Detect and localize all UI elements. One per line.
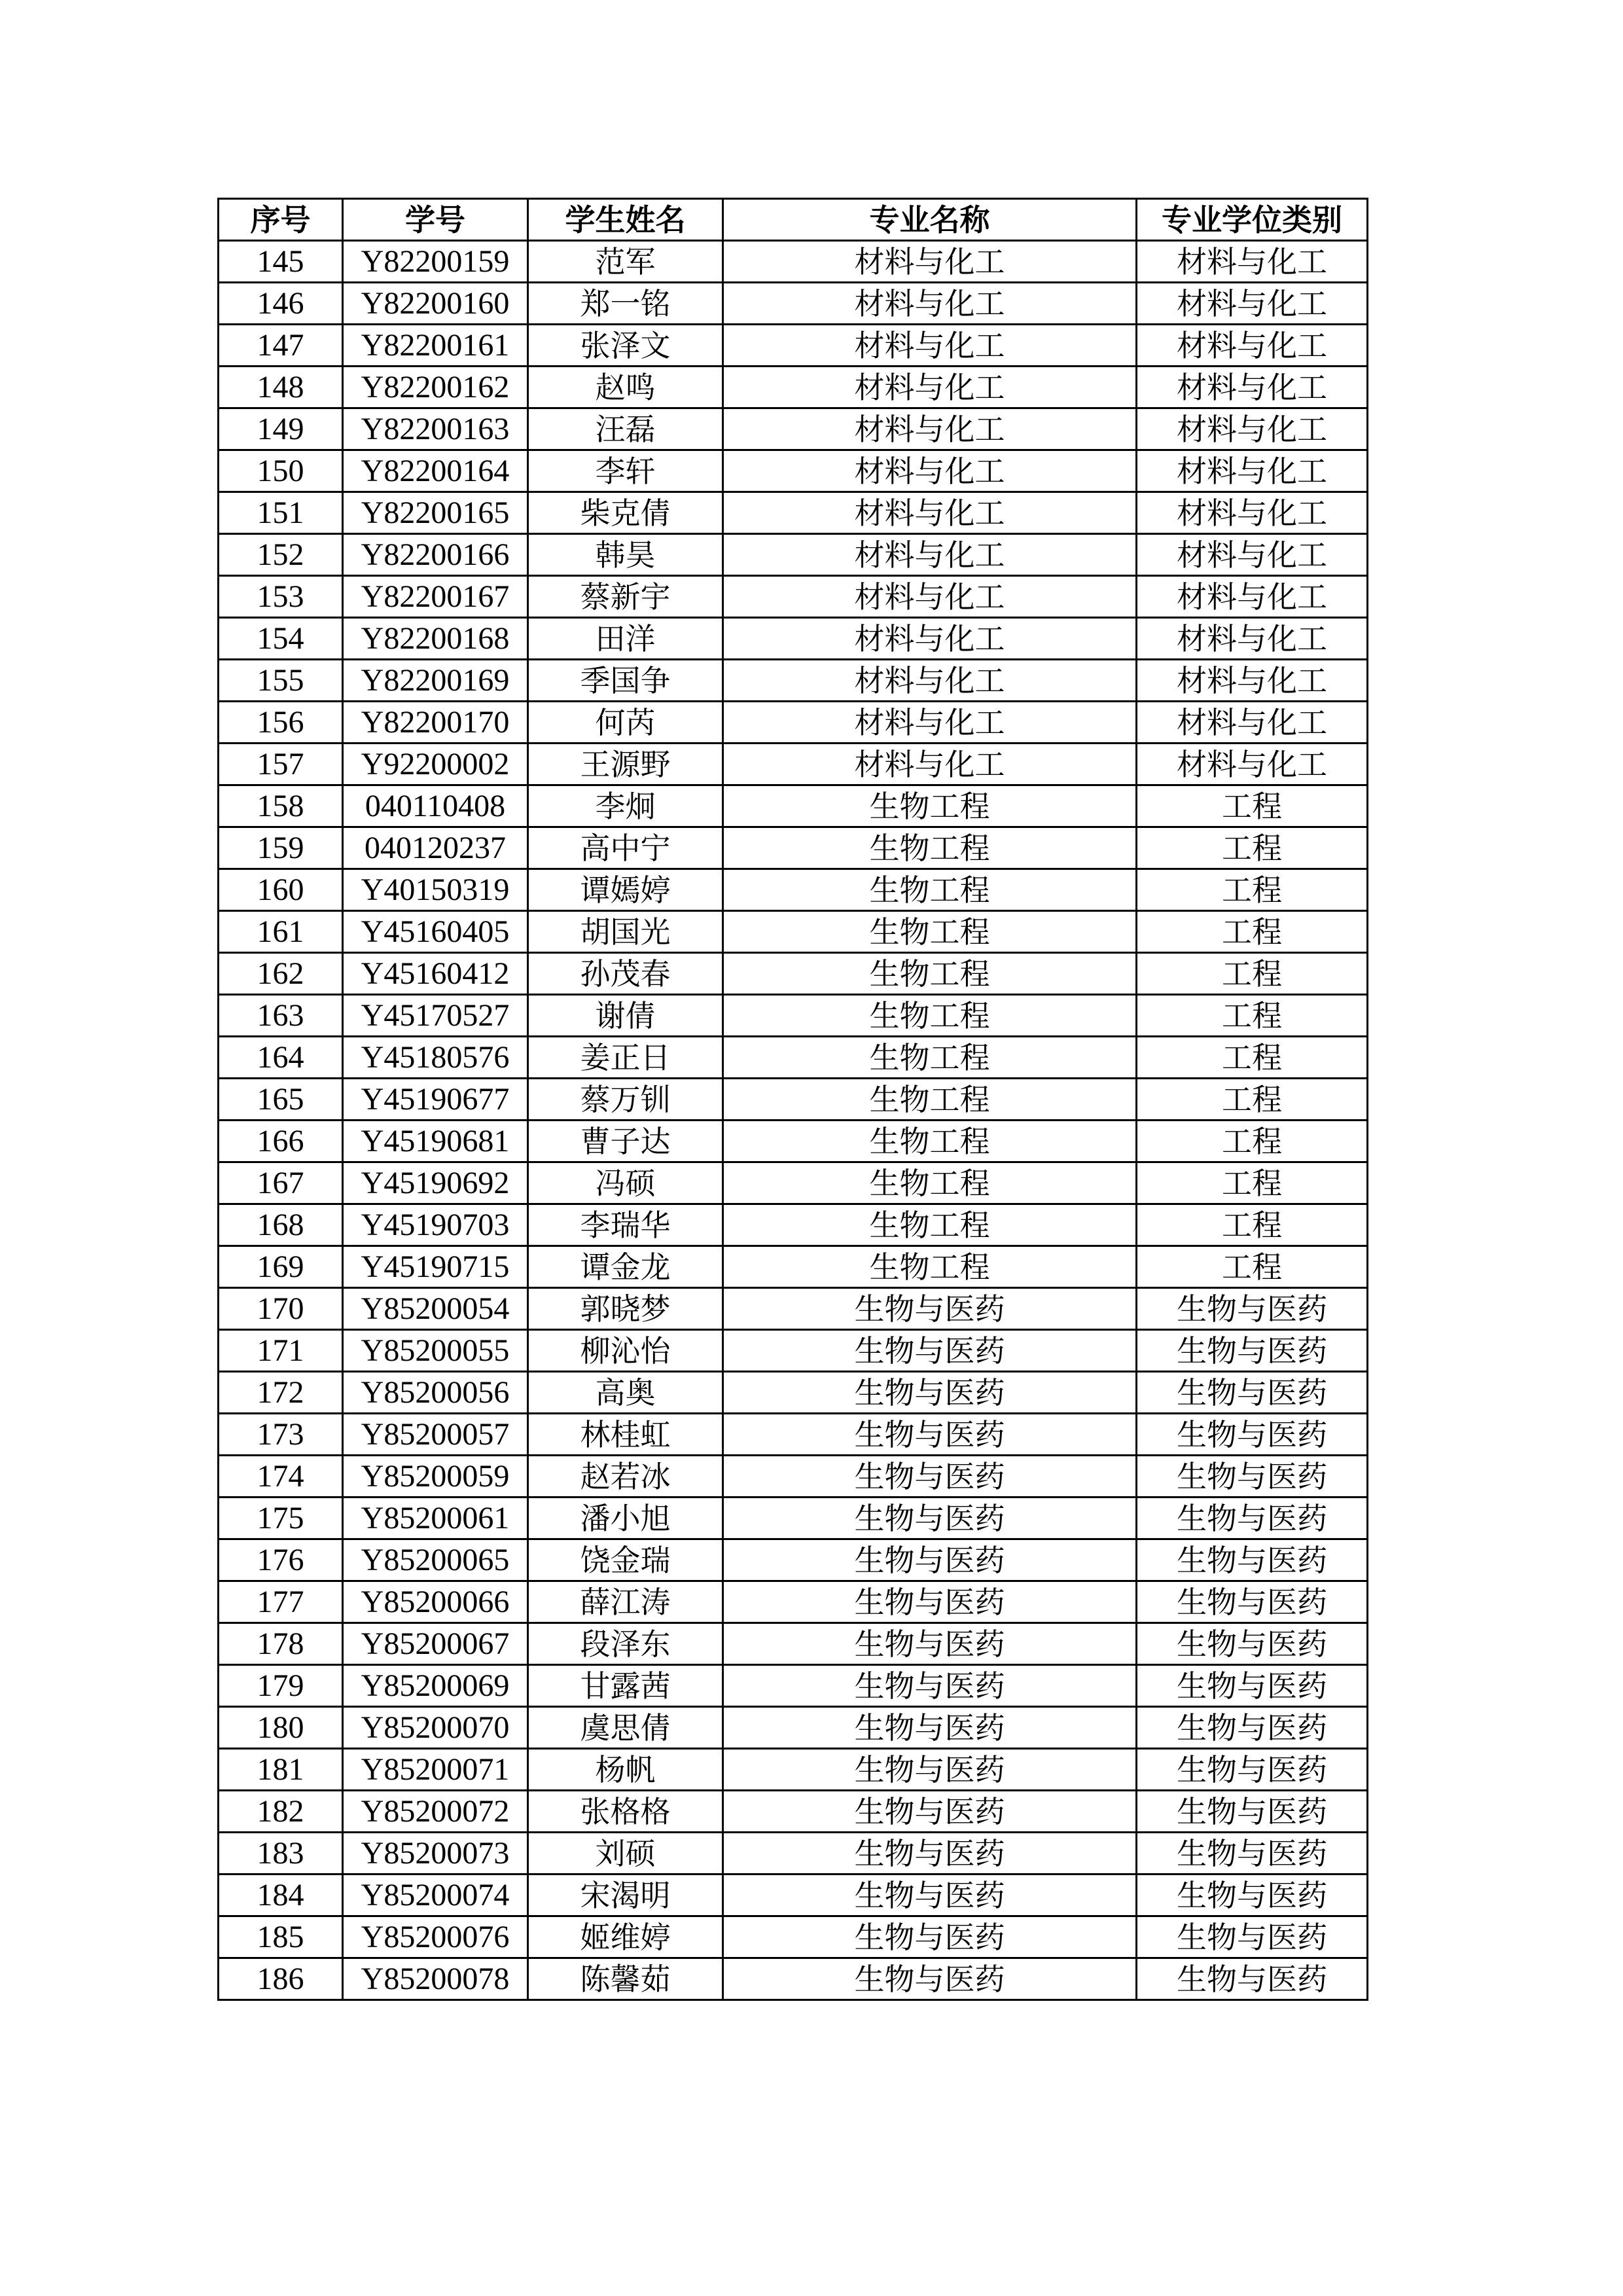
cell-student-id: Y82200168 <box>343 618 528 660</box>
cell-major: 材料与化工 <box>723 744 1137 785</box>
cell-student-name: 蔡万钏 <box>528 1079 723 1121</box>
cell-degree-type: 生物与医药 <box>1137 1456 1368 1498</box>
cell-major: 生物工程 <box>723 953 1137 995</box>
cell-degree-type: 材料与化工 <box>1137 744 1368 785</box>
cell-major: 生物工程 <box>723 1079 1137 1121</box>
cell-seq: 152 <box>219 534 343 576</box>
table-row <box>219 1204 1368 1246</box>
cell-student-name: 孙茂春 <box>528 953 723 995</box>
table-row <box>219 1414 1368 1456</box>
cell-degree-type: 工程 <box>1137 1121 1368 1162</box>
table-row <box>219 576 1368 618</box>
cell-student-name: 虞思倩 <box>528 1707 723 1749</box>
table-row <box>219 1958 1368 2000</box>
cell-student-id: Y85200071 <box>343 1749 528 1791</box>
cell-seq: 162 <box>219 953 343 995</box>
cell-student-id: Y82200159 <box>343 241 528 283</box>
cell-degree-type: 材料与化工 <box>1137 660 1368 702</box>
cell-student-id: Y85200057 <box>343 1414 528 1456</box>
cell-student-name: 蔡新宇 <box>528 576 723 618</box>
table-row <box>219 1707 1368 1749</box>
table-row <box>219 995 1368 1037</box>
cell-degree-type: 生物与医药 <box>1137 1874 1368 1916</box>
table-row <box>219 1833 1368 1874</box>
cell-student-name: 陈馨茹 <box>528 1958 723 2000</box>
cell-major: 生物工程 <box>723 911 1137 953</box>
cell-degree-type: 材料与化工 <box>1137 576 1368 618</box>
table-row <box>219 1246 1368 1288</box>
cell-degree-type: 工程 <box>1137 1037 1368 1079</box>
cell-seq: 168 <box>219 1204 343 1246</box>
cell-degree-type: 工程 <box>1137 953 1368 995</box>
cell-student-id: Y45190681 <box>343 1121 528 1162</box>
cell-major: 材料与化工 <box>723 325 1137 367</box>
cell-seq: 186 <box>219 1958 343 2000</box>
cell-degree-type: 生物与医药 <box>1137 1916 1368 1958</box>
header-major: 专业名称 <box>723 199 1137 241</box>
cell-major: 生物与医药 <box>723 1707 1137 1749</box>
cell-student-name: 姬维婷 <box>528 1916 723 1958</box>
cell-student-name: 赵鸣 <box>528 367 723 408</box>
cell-student-name: 段泽东 <box>528 1623 723 1665</box>
table-row <box>219 283 1368 325</box>
cell-degree-type: 生物与医药 <box>1137 1958 1368 2000</box>
cell-degree-type: 工程 <box>1137 869 1368 911</box>
cell-student-id: Y85200078 <box>343 1958 528 2000</box>
cell-student-id: Y45170527 <box>343 995 528 1037</box>
cell-seq: 175 <box>219 1498 343 1539</box>
cell-seq: 182 <box>219 1791 343 1833</box>
cell-major: 生物与医药 <box>723 1498 1137 1539</box>
cell-degree-type: 材料与化工 <box>1137 408 1368 450</box>
cell-major: 生物与医药 <box>723 1330 1137 1372</box>
cell-student-name: 谢倩 <box>528 995 723 1037</box>
header-row <box>219 199 1368 241</box>
cell-degree-type: 工程 <box>1137 1204 1368 1246</box>
cell-major: 生物与医药 <box>723 1665 1137 1707</box>
cell-degree-type: 材料与化工 <box>1137 283 1368 325</box>
cell-student-id: Y82200165 <box>343 492 528 534</box>
cell-degree-type: 生物与医药 <box>1137 1749 1368 1791</box>
cell-major: 材料与化工 <box>723 283 1137 325</box>
header-degree-type: 专业学位类别 <box>1137 199 1368 241</box>
table-row <box>219 869 1368 911</box>
cell-student-name: 汪磊 <box>528 408 723 450</box>
cell-student-name: 高中宁 <box>528 827 723 869</box>
cell-student-name: 何芮 <box>528 702 723 744</box>
table-row <box>219 1749 1368 1791</box>
cell-seq: 158 <box>219 785 343 827</box>
cell-major: 生物与医药 <box>723 1456 1137 1498</box>
cell-student-name: 高奥 <box>528 1372 723 1414</box>
cell-major: 生物与医药 <box>723 1916 1137 1958</box>
table-row <box>219 1916 1368 1958</box>
cell-degree-type: 材料与化工 <box>1137 618 1368 660</box>
cell-student-name: 潘小旭 <box>528 1498 723 1539</box>
cell-student-name: 柴克倩 <box>528 492 723 534</box>
cell-degree-type: 生物与医药 <box>1137 1665 1368 1707</box>
cell-major: 生物工程 <box>723 1246 1137 1288</box>
cell-student-id: Y40150319 <box>343 869 528 911</box>
cell-degree-type: 材料与化工 <box>1137 492 1368 534</box>
cell-seq: 164 <box>219 1037 343 1079</box>
cell-degree-type: 生物与医药 <box>1137 1539 1368 1581</box>
cell-seq: 157 <box>219 744 343 785</box>
table-row <box>219 618 1368 660</box>
cell-student-name: 曹子达 <box>528 1121 723 1162</box>
cell-student-id: Y92200002 <box>343 744 528 785</box>
cell-student-id: Y85200067 <box>343 1623 528 1665</box>
cell-student-name: 李瑞华 <box>528 1204 723 1246</box>
cell-degree-type: 生物与医药 <box>1137 1414 1368 1456</box>
cell-seq: 151 <box>219 492 343 534</box>
cell-seq: 176 <box>219 1539 343 1581</box>
cell-student-id: Y82200160 <box>343 283 528 325</box>
table-row <box>219 660 1368 702</box>
table-row <box>219 827 1368 869</box>
cell-seq: 161 <box>219 911 343 953</box>
table-row <box>219 785 1368 827</box>
cell-student-id: 040120237 <box>343 827 528 869</box>
header-student-id: 学号 <box>343 199 528 241</box>
cell-student-id: Y45190692 <box>343 1162 528 1204</box>
cell-student-name: 胡国光 <box>528 911 723 953</box>
cell-major: 生物与医药 <box>723 1581 1137 1623</box>
cell-seq: 169 <box>219 1246 343 1288</box>
table-row <box>219 1581 1368 1623</box>
table-row <box>219 241 1368 283</box>
cell-major: 生物与医药 <box>723 1749 1137 1791</box>
table-row <box>219 1037 1368 1079</box>
cell-student-id: Y82200164 <box>343 450 528 492</box>
cell-student-id: Y82200162 <box>343 367 528 408</box>
cell-student-name: 范军 <box>528 241 723 283</box>
table-row <box>219 911 1368 953</box>
cell-student-name: 谭嫣婷 <box>528 869 723 911</box>
cell-major: 生物工程 <box>723 785 1137 827</box>
cell-student-id: Y85200056 <box>343 1372 528 1414</box>
cell-major: 生物工程 <box>723 827 1137 869</box>
cell-major: 生物工程 <box>723 1204 1137 1246</box>
table-row <box>219 953 1368 995</box>
cell-degree-type: 工程 <box>1137 827 1368 869</box>
table-row <box>219 1539 1368 1581</box>
cell-degree-type: 工程 <box>1137 1079 1368 1121</box>
cell-major: 材料与化工 <box>723 241 1137 283</box>
student-list-table <box>217 198 1368 2001</box>
cell-major: 材料与化工 <box>723 492 1137 534</box>
cell-degree-type: 材料与化工 <box>1137 241 1368 283</box>
cell-student-id: Y85200061 <box>343 1498 528 1539</box>
cell-major: 生物与医药 <box>723 1958 1137 2000</box>
table-row <box>219 744 1368 785</box>
cell-major: 生物工程 <box>723 1037 1137 1079</box>
cell-seq: 147 <box>219 325 343 367</box>
cell-major: 材料与化工 <box>723 367 1137 408</box>
table-row <box>219 367 1368 408</box>
cell-student-id: Y82200161 <box>343 325 528 367</box>
cell-degree-type: 生物与医药 <box>1137 1707 1368 1749</box>
cell-major: 材料与化工 <box>723 408 1137 450</box>
cell-student-id: Y85200066 <box>343 1581 528 1623</box>
cell-degree-type: 工程 <box>1137 995 1368 1037</box>
cell-student-id: Y85200069 <box>343 1665 528 1707</box>
cell-student-id: 040110408 <box>343 785 528 827</box>
cell-degree-type: 生物与医药 <box>1137 1623 1368 1665</box>
table-row <box>219 1162 1368 1204</box>
cell-student-id: Y85200055 <box>343 1330 528 1372</box>
cell-student-name: 薛江涛 <box>528 1581 723 1623</box>
cell-student-id: Y45190677 <box>343 1079 528 1121</box>
cell-student-name: 宋渴明 <box>528 1874 723 1916</box>
cell-major: 生物与医药 <box>723 1539 1137 1581</box>
cell-student-name: 李炯 <box>528 785 723 827</box>
cell-student-id: Y85200076 <box>343 1916 528 1958</box>
cell-student-name: 谭金龙 <box>528 1246 723 1288</box>
cell-student-name: 季国争 <box>528 660 723 702</box>
cell-degree-type: 生物与医药 <box>1137 1581 1368 1623</box>
cell-degree-type: 工程 <box>1137 785 1368 827</box>
header-seq: 序号 <box>219 199 343 241</box>
cell-degree-type: 生物与医药 <box>1137 1330 1368 1372</box>
cell-seq: 148 <box>219 367 343 408</box>
table-row <box>219 492 1368 534</box>
cell-degree-type: 生物与医药 <box>1137 1288 1368 1330</box>
table-row <box>219 450 1368 492</box>
cell-student-name: 田洋 <box>528 618 723 660</box>
cell-student-id: Y82200167 <box>343 576 528 618</box>
table-row <box>219 1456 1368 1498</box>
cell-major: 生物工程 <box>723 1162 1137 1204</box>
cell-major: 材料与化工 <box>723 702 1137 744</box>
table-row <box>219 325 1368 367</box>
cell-seq: 163 <box>219 995 343 1037</box>
cell-major: 生物与医药 <box>723 1288 1137 1330</box>
cell-degree-type: 工程 <box>1137 1246 1368 1288</box>
cell-student-id: Y82200163 <box>343 408 528 450</box>
cell-student-id: Y45180576 <box>343 1037 528 1079</box>
cell-major: 生物工程 <box>723 1121 1137 1162</box>
cell-student-name: 张泽文 <box>528 325 723 367</box>
cell-seq: 172 <box>219 1372 343 1414</box>
cell-student-name: 郑一铭 <box>528 283 723 325</box>
cell-student-id: Y85200072 <box>343 1791 528 1833</box>
table-row <box>219 702 1368 744</box>
cell-degree-type: 材料与化工 <box>1137 450 1368 492</box>
cell-degree-type: 生物与医药 <box>1137 1498 1368 1539</box>
cell-seq: 153 <box>219 576 343 618</box>
cell-major: 材料与化工 <box>723 534 1137 576</box>
cell-major: 生物工程 <box>723 869 1137 911</box>
table-row <box>219 1372 1368 1414</box>
cell-student-name: 柳沁怡 <box>528 1330 723 1372</box>
cell-student-id: Y82200170 <box>343 702 528 744</box>
cell-seq: 185 <box>219 1916 343 1958</box>
cell-major: 材料与化工 <box>723 618 1137 660</box>
cell-degree-type: 材料与化工 <box>1137 367 1368 408</box>
cell-student-id: Y45190715 <box>343 1246 528 1288</box>
cell-student-name: 甘露茜 <box>528 1665 723 1707</box>
cell-seq: 179 <box>219 1665 343 1707</box>
table-row <box>219 1791 1368 1833</box>
cell-student-name: 郭晓梦 <box>528 1288 723 1330</box>
cell-student-name: 饶金瑞 <box>528 1539 723 1581</box>
table-row <box>219 1623 1368 1665</box>
cell-seq: 181 <box>219 1749 343 1791</box>
cell-major: 生物与医药 <box>723 1791 1137 1833</box>
table-row <box>219 1665 1368 1707</box>
cell-student-id: Y85200070 <box>343 1707 528 1749</box>
table-row <box>219 1330 1368 1372</box>
table-row <box>219 1079 1368 1121</box>
table-body <box>219 241 1368 2000</box>
cell-student-name: 姜正日 <box>528 1037 723 1079</box>
cell-major: 材料与化工 <box>723 660 1137 702</box>
table-row <box>219 1498 1368 1539</box>
cell-major: 生物工程 <box>723 995 1137 1037</box>
cell-student-id: Y85200059 <box>343 1456 528 1498</box>
cell-student-name: 赵若冰 <box>528 1456 723 1498</box>
cell-degree-type: 生物与医药 <box>1137 1372 1368 1414</box>
cell-seq: 166 <box>219 1121 343 1162</box>
cell-student-id: Y82200169 <box>343 660 528 702</box>
table-header <box>219 199 1368 241</box>
table-row <box>219 534 1368 576</box>
cell-student-id: Y45160405 <box>343 911 528 953</box>
cell-degree-type: 生物与医药 <box>1137 1833 1368 1874</box>
cell-major: 生物与医药 <box>723 1414 1137 1456</box>
table-row <box>219 408 1368 450</box>
cell-seq: 174 <box>219 1456 343 1498</box>
cell-degree-type: 工程 <box>1137 1162 1368 1204</box>
cell-student-id: Y45160412 <box>343 953 528 995</box>
cell-seq: 177 <box>219 1581 343 1623</box>
cell-student-name: 冯硕 <box>528 1162 723 1204</box>
cell-seq: 165 <box>219 1079 343 1121</box>
cell-major: 生物与医药 <box>723 1874 1137 1916</box>
cell-seq: 167 <box>219 1162 343 1204</box>
cell-degree-type: 材料与化工 <box>1137 702 1368 744</box>
cell-major: 生物与医药 <box>723 1372 1137 1414</box>
cell-seq: 178 <box>219 1623 343 1665</box>
table-row <box>219 1121 1368 1162</box>
cell-degree-type: 材料与化工 <box>1137 534 1368 576</box>
cell-student-id: Y85200073 <box>343 1833 528 1874</box>
cell-student-id: Y82200166 <box>343 534 528 576</box>
cell-seq: 173 <box>219 1414 343 1456</box>
cell-seq: 145 <box>219 241 343 283</box>
cell-major: 材料与化工 <box>723 450 1137 492</box>
cell-seq: 154 <box>219 618 343 660</box>
cell-student-name: 李轩 <box>528 450 723 492</box>
cell-student-name: 林桂虹 <box>528 1414 723 1456</box>
cell-student-id: Y85200054 <box>343 1288 528 1330</box>
cell-seq: 160 <box>219 869 343 911</box>
cell-student-name: 王源野 <box>528 744 723 785</box>
cell-seq: 170 <box>219 1288 343 1330</box>
cell-seq: 180 <box>219 1707 343 1749</box>
cell-seq: 150 <box>219 450 343 492</box>
cell-student-name: 韩昊 <box>528 534 723 576</box>
table-row <box>219 1874 1368 1916</box>
cell-major: 生物与医药 <box>723 1623 1137 1665</box>
table-row <box>219 1288 1368 1330</box>
cell-degree-type: 生物与医药 <box>1137 1791 1368 1833</box>
cell-student-name: 杨帆 <box>528 1749 723 1791</box>
cell-student-id: Y85200065 <box>343 1539 528 1581</box>
cell-degree-type: 工程 <box>1137 911 1368 953</box>
cell-student-id: Y85200074 <box>343 1874 528 1916</box>
cell-degree-type: 材料与化工 <box>1137 325 1368 367</box>
cell-major: 材料与化工 <box>723 576 1137 618</box>
cell-student-name: 张格格 <box>528 1791 723 1833</box>
cell-seq: 184 <box>219 1874 343 1916</box>
cell-student-id: Y45190703 <box>343 1204 528 1246</box>
cell-seq: 155 <box>219 660 343 702</box>
cell-seq: 149 <box>219 408 343 450</box>
cell-major: 生物与医药 <box>723 1833 1137 1874</box>
cell-seq: 171 <box>219 1330 343 1372</box>
header-student-name: 学生姓名 <box>528 199 723 241</box>
cell-seq: 183 <box>219 1833 343 1874</box>
cell-seq: 156 <box>219 702 343 744</box>
cell-student-name: 刘硕 <box>528 1833 723 1874</box>
cell-seq: 146 <box>219 283 343 325</box>
cell-seq: 159 <box>219 827 343 869</box>
